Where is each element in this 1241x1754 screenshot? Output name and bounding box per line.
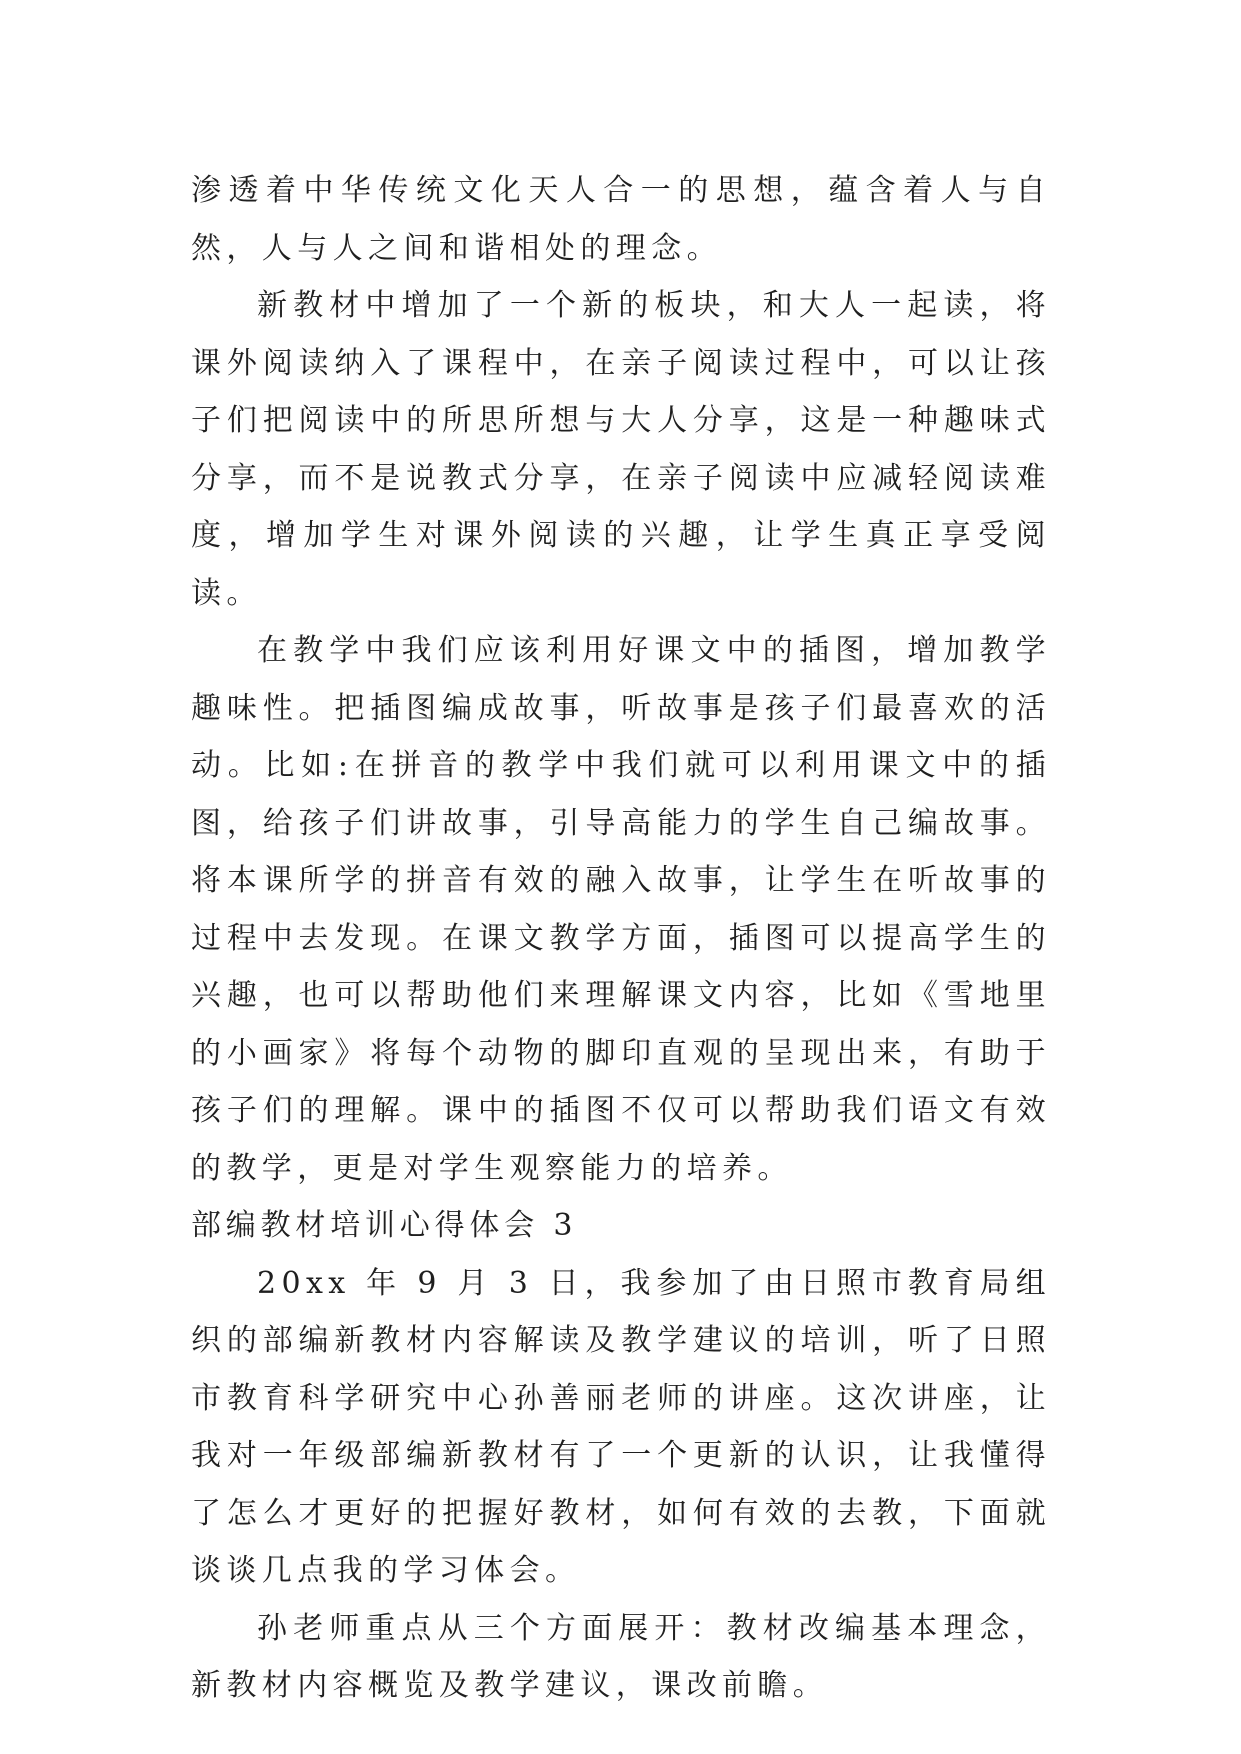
paragraph-3: 在教学中我们应该利用好课文中的插图，增加教学趣味性。把插图编成故事，听故事是孩子们最喜欢的活动。比如:在拼音的教学中我们就可以利用课文中的插图，给孩子们讲故事，引导高能力的学生自己编故事。将本课所学的拼音有效的融入故事，让学生在听故事的过程中去发现。在课文教学方面，插图可以提高学生的兴趣，也可以帮助他们来理解课文内容，比如《雪地里的小画家》将每个动物的脚印直观的呈现出来，有助于孩子们的理解。课中的插图不仅可以帮助我们语文有效的教学，更是对学生观察能力的培养。 bbox=[191, 633, 1051, 1186]
paragraph-4: 20xx 年 9 月 3 日，我参加了由日照市教育局组织的部编新教材内容解读及教学建议的培训，听了日照市教育科学研究中心孙善丽老师的讲座。这次讲座，让我对一年级部编新教材有了一个更新的认识，让我懂得了怎么才更好的把握好教材，如何有效的去教，下面就谈谈几点我的学习体会。 bbox=[191, 1265, 1051, 1588]
document-body bbox=[191, 162, 1051, 1715]
paragraph-5: 孙老师重点从三个方面展开：教材改编基本理念，新教材内容概览及教学建议，课改前瞻。 bbox=[191, 1610, 1051, 1703]
paragraph-2: 新教材中增加了一个新的板块，和大人一起读，将课外阅读纳入了课程中，在亲子阅读过程中，可以让孩子们把阅读中的所思所想与大人分享，这是一种趣味式分享，而不是说教式分享，在亲子阅读中应减轻阅读难度，增加学生对课外阅读的兴趣，让学生真正享受阅读。 bbox=[191, 288, 1051, 611]
section-heading: 部编教材培训心得体会 3 bbox=[191, 1208, 578, 1243]
paragraph-1: 渗透着中华传统文化天人合一的思想，蕴含着人与自然，人与人之间和谐相处的理念。 bbox=[191, 173, 1051, 266]
